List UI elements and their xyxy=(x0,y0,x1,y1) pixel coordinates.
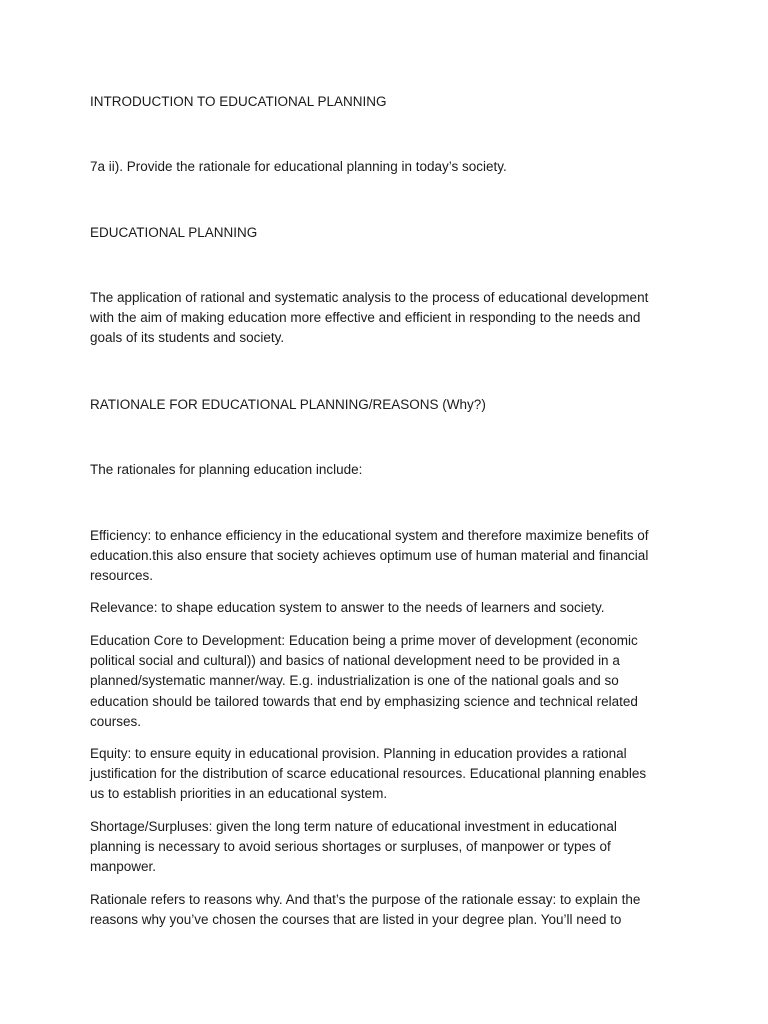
rationale-definition-line: Rationale refers to reasons why. And that’s the purpose of the rationale essay: to explain the xyxy=(90,892,641,907)
definition-line: with the aim of making education more effective and efficient in responding to the needs and xyxy=(90,310,641,326)
relevance-line: Relevance: to shape education system to answer to the needs of learners and society. xyxy=(90,600,605,615)
rationale-intro: The rationales for planning education include: xyxy=(90,462,363,477)
rationale-definition-line: reasons why you’ve chosen the courses that are listed in your degree plan. You’ll need to xyxy=(90,912,622,928)
equity-line: Equity: to ensure equity in educational provision. Planning in education provides a rational xyxy=(90,746,627,761)
core-development-line: Education Core to Development: Education being a prime mover of development (economic xyxy=(90,633,638,648)
section-heading: EDUCATIONAL PLANNING xyxy=(90,225,258,240)
equity-line: us to establish priorities in an educational system. xyxy=(90,786,388,802)
efficiency-line: Efficiency: to enhance efficiency in the educational system and therefore maximize benefits of xyxy=(90,528,649,543)
shortage-line: planning is necessary to avoid serious shortages or surpluses, of manpower or types of xyxy=(90,839,611,855)
core-development-line: courses. xyxy=(90,713,142,729)
core-development-line: political social and cultural)) and basics of national development need to be provided in a xyxy=(90,653,620,669)
equity-paragraph xyxy=(90,744,680,805)
rationale-heading: RATIONALE FOR EDUCATIONAL PLANNING/REASONS (Why?) xyxy=(90,397,486,412)
efficiency-line: education.this also ensure that society achieves optimum use of human material and financial xyxy=(90,548,649,564)
efficiency-paragraph xyxy=(90,526,680,587)
rationale-definition-paragraph xyxy=(90,890,680,930)
core-development-paragraph xyxy=(90,631,680,732)
core-development-line: education should be tailored towards that end by emphasizing science and technical related xyxy=(90,693,638,709)
document-title: INTRODUCTION TO EDUCATIONAL PLANNING xyxy=(90,94,387,109)
equity-line: justification for the distribution of scarce educational resources. Educational planning enables xyxy=(90,766,647,782)
shortage-line: Shortage/Surpluses: given the long term nature of educational investment in educational xyxy=(90,819,617,834)
definition-line: goals of its students and society. xyxy=(90,330,285,346)
question-text: 7a ii). Provide the rationale for educational planning in today’s society. xyxy=(90,159,507,174)
core-development-line: planned/systematic manner/way. E.g. industrialization is one of the national goals and so xyxy=(90,673,619,689)
relevance-paragraph xyxy=(90,598,680,618)
definition-paragraph xyxy=(90,288,680,349)
shortage-line: manpower. xyxy=(90,859,157,875)
shortage-paragraph xyxy=(90,817,680,878)
definition-line: The application of rational and systematic analysis to the process of educational development xyxy=(90,290,649,305)
efficiency-line: resources. xyxy=(90,568,154,584)
